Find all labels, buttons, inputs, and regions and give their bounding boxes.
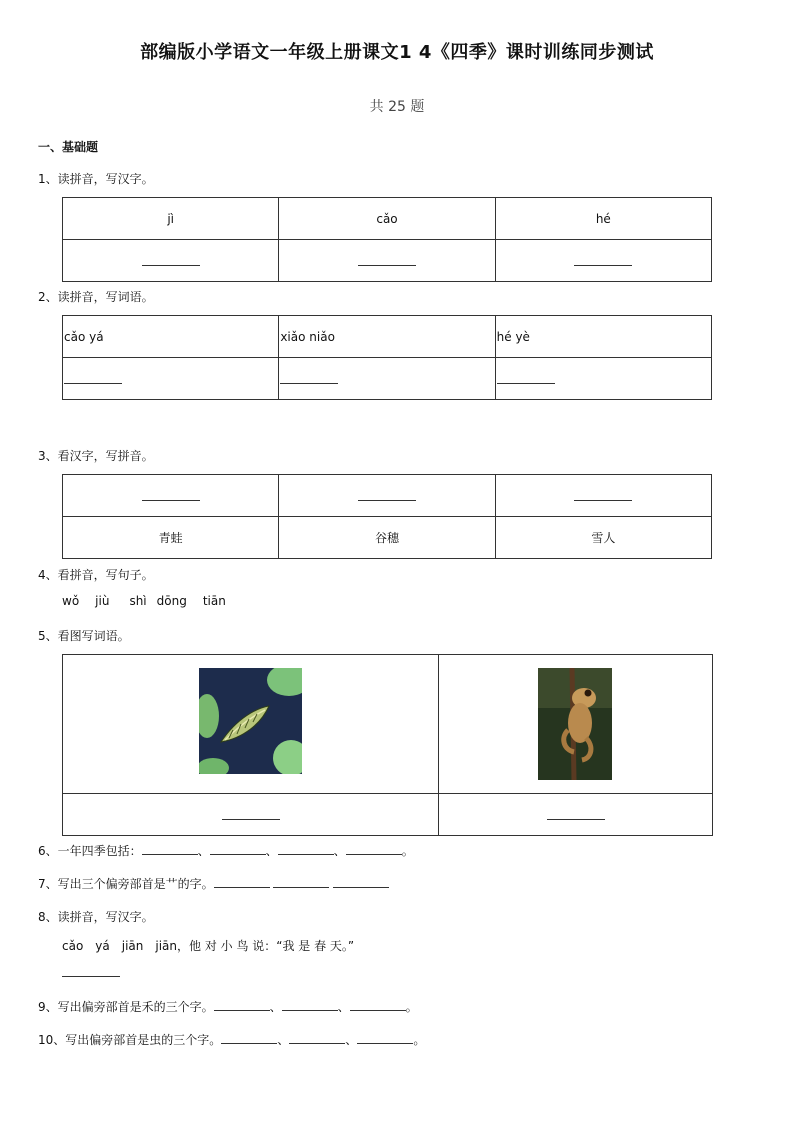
page-title: 部编版小学语文一年级上册课文1 4《四季》课时训练同步测试 <box>140 42 654 63</box>
separator: 、 <box>333 844 346 858</box>
question-2-table <box>62 315 712 400</box>
question-7 <box>38 875 389 892</box>
answer-blank[interactable] <box>350 999 406 1011</box>
answer-blank[interactable] <box>142 488 200 501</box>
q3-word-cell: 雪人 <box>495 517 711 559</box>
q1-pinyin-cell: hé <box>495 198 711 240</box>
q8-sentence: cǎo yá jiān jiān，他 对 小 鸟 说：“我 是 春 天。” <box>62 939 355 953</box>
q2-answer-cell[interactable] <box>495 358 711 400</box>
answer-blank[interactable] <box>222 807 280 820</box>
answer-blank[interactable] <box>547 807 605 820</box>
answer-blank[interactable] <box>358 253 416 266</box>
answer-blank[interactable] <box>358 488 416 501</box>
answer-blank[interactable] <box>64 371 122 384</box>
lotus-leaf-illustration <box>199 668 302 774</box>
pinyin-syllable: shì <box>129 594 147 608</box>
question-3-table <box>62 474 712 559</box>
q8-answer-line[interactable] <box>62 964 120 980</box>
answer-blank[interactable] <box>346 843 402 855</box>
answer-blank[interactable] <box>142 843 198 855</box>
q4-pinyin-line <box>62 594 242 608</box>
q2-answer-cell[interactable] <box>63 358 279 400</box>
question-6-prompt: 6、一年四季包括： <box>38 844 142 858</box>
section-heading: 一、基础题 <box>38 140 99 154</box>
q1-pinyin-cell: cǎo <box>279 198 495 240</box>
separator: 、 <box>269 1000 282 1014</box>
question-5-table <box>62 654 713 836</box>
q2-answer-cell[interactable] <box>279 358 495 400</box>
separator: 、 <box>277 1033 290 1047</box>
q3-word-cell: 青蛙 <box>63 517 279 559</box>
separator: 、 <box>265 844 278 858</box>
answer-blank[interactable] <box>142 253 200 266</box>
lotus-leaf-image <box>199 668 302 774</box>
answer-blank[interactable] <box>497 371 555 384</box>
pinyin-syllable: wǒ <box>62 594 80 608</box>
separator: 、 <box>337 1000 350 1014</box>
answer-blank[interactable] <box>280 371 338 384</box>
q5-answer-cell[interactable] <box>63 794 439 836</box>
answer-blank[interactable] <box>574 253 632 266</box>
answer-blank[interactable] <box>62 964 120 977</box>
question-6 <box>38 842 414 859</box>
question-10 <box>38 1031 425 1048</box>
q2-pinyin-cell: cǎo yá <box>63 316 279 358</box>
answer-blank[interactable] <box>333 876 389 888</box>
q1-answer-cell[interactable] <box>495 240 711 282</box>
q2-pinyin-cell: hé yè <box>495 316 711 358</box>
answer-blank[interactable] <box>574 488 632 501</box>
separator: 、 <box>197 844 210 858</box>
q1-pinyin-cell: jì <box>63 198 279 240</box>
q3-answer-cell[interactable] <box>279 475 495 517</box>
pinyin-syllable: tiān <box>202 594 226 608</box>
answer-blank[interactable] <box>273 876 329 888</box>
question-9 <box>38 998 418 1015</box>
q5-answer-cell[interactable] <box>439 794 713 836</box>
q1-answer-cell[interactable] <box>63 240 279 282</box>
separator: 、 <box>345 1033 358 1047</box>
question-1-table <box>62 197 712 282</box>
question-4-prompt: 4、看拼音，写句子。 <box>38 568 154 582</box>
question-3-prompt: 3、看汉字，写拼音。 <box>38 449 154 463</box>
period: 。 <box>401 844 414 858</box>
question-9-prompt: 9、写出偏旁部首是禾的三个字。 <box>38 1000 214 1014</box>
pinyin-syllable: jiù <box>95 594 110 608</box>
answer-blank[interactable] <box>214 876 270 888</box>
q3-word-cell: 谷穗 <box>279 517 495 559</box>
answer-blank[interactable] <box>278 843 334 855</box>
answer-blank[interactable] <box>221 1032 277 1044</box>
q1-answer-cell[interactable] <box>279 240 495 282</box>
period: 。 <box>413 1033 426 1047</box>
question-7-prompt: 7、写出三个偏旁部首是艹的字。 <box>38 877 214 891</box>
q2-pinyin-cell: xiǎo niǎo <box>279 316 495 358</box>
question-1-prompt: 1、读拼音，写汉字。 <box>38 172 154 186</box>
period: 。 <box>405 1000 418 1014</box>
question-10-prompt: 10、写出偏旁部首是虫的三个字。 <box>38 1033 222 1047</box>
q3-answer-cell[interactable] <box>63 475 279 517</box>
q3-answer-cell[interactable] <box>495 475 711 517</box>
question-count: 共 25 题 <box>369 99 425 115</box>
frog-illustration <box>538 668 612 780</box>
answer-blank[interactable] <box>289 1032 345 1044</box>
answer-blank[interactable] <box>210 843 266 855</box>
question-8-prompt: 8、读拼音，写汉字。 <box>38 910 154 924</box>
pinyin-syllable: dōng <box>156 594 187 608</box>
question-2-prompt: 2、读拼音，写词语。 <box>38 290 154 304</box>
answer-blank[interactable] <box>214 999 270 1011</box>
frog-image <box>538 668 612 780</box>
answer-blank[interactable] <box>282 999 338 1011</box>
answer-blank[interactable] <box>357 1032 413 1044</box>
question-5-prompt: 5、看图写词语。 <box>38 629 130 643</box>
